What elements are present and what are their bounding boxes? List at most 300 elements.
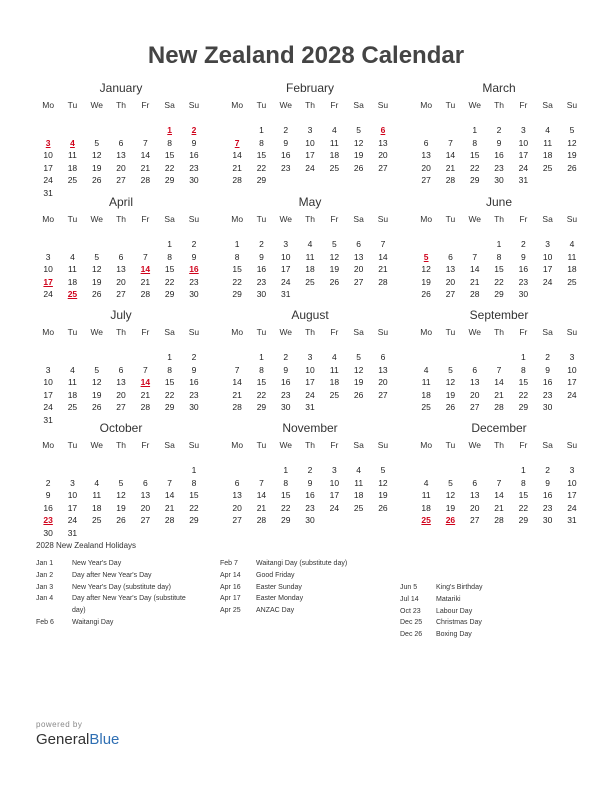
day-cell: 7 bbox=[142, 137, 148, 148]
day-cell: 19 bbox=[378, 490, 388, 500]
spacer bbox=[182, 452, 206, 465]
day-cell: 18 bbox=[67, 276, 78, 287]
day-cell: 4 bbox=[331, 352, 337, 362]
spacer bbox=[414, 452, 438, 465]
day-cell: 2 bbox=[191, 239, 197, 249]
day-cell: 1 bbox=[167, 352, 172, 362]
weekday-header: Mo bbox=[420, 100, 433, 110]
spacer bbox=[438, 339, 462, 352]
day-cell: 28 bbox=[140, 289, 151, 299]
day-cell: 8 bbox=[496, 251, 502, 262]
weekday-header: Fr bbox=[330, 214, 339, 224]
month-name: January bbox=[99, 81, 143, 95]
day-cell: 16 bbox=[542, 377, 553, 387]
weekday-header: We bbox=[468, 327, 482, 337]
holidays-section bbox=[36, 540, 596, 639]
day-cell: 21 bbox=[494, 502, 504, 513]
spacer bbox=[249, 226, 273, 239]
day-cell: 19 bbox=[421, 276, 431, 287]
day-cell: 31 bbox=[43, 414, 53, 425]
weekday-header: Su bbox=[566, 440, 578, 450]
day-cell: 24 bbox=[305, 162, 315, 173]
day-cell: 16 bbox=[542, 490, 553, 500]
day-cell: 30 bbox=[542, 402, 553, 412]
spacer bbox=[36, 226, 60, 239]
day-cell: 14 bbox=[232, 150, 242, 160]
day-cell: 19 bbox=[353, 150, 364, 160]
weekday-header: Th bbox=[305, 214, 315, 224]
spacer bbox=[298, 339, 322, 352]
day-cell: 5 bbox=[94, 251, 100, 262]
day-cell: 31 bbox=[67, 527, 78, 538]
empty-cell bbox=[60, 351, 84, 364]
day-cell: 20 bbox=[116, 389, 126, 400]
day-cell: 11 bbox=[543, 137, 553, 148]
month-day-grid bbox=[36, 439, 206, 539]
empty-cell bbox=[109, 464, 133, 477]
day-cell: 14 bbox=[494, 490, 504, 500]
holiday-day-cell: 26 bbox=[445, 515, 456, 525]
month-name: July bbox=[110, 308, 132, 322]
day-cell: 15 bbox=[494, 264, 504, 274]
day-cell: 21 bbox=[140, 162, 151, 173]
day-cell: 2 bbox=[191, 352, 197, 362]
holiday-row bbox=[400, 594, 565, 606]
day-cell: 9 bbox=[191, 364, 197, 375]
day-cell: 13 bbox=[116, 377, 126, 387]
day-cell: 18 bbox=[67, 389, 78, 400]
month-day-grid bbox=[225, 213, 395, 301]
day-cell: 26 bbox=[92, 175, 102, 185]
day-cell: 23 bbox=[189, 276, 199, 287]
empty-cell bbox=[157, 464, 181, 477]
weekday-header: Sa bbox=[353, 214, 364, 224]
day-cell: 1 bbox=[496, 239, 502, 249]
spacer bbox=[463, 452, 487, 465]
day-cell: 19 bbox=[353, 377, 364, 387]
weekday-header: Mo bbox=[420, 440, 433, 450]
day-cell: 10 bbox=[43, 264, 53, 274]
day-cell: 19 bbox=[92, 276, 102, 287]
holiday-name: King's Birthday bbox=[436, 584, 483, 591]
holiday-date: Dec 25 bbox=[400, 619, 423, 627]
month-8 bbox=[225, 307, 395, 414]
day-cell: 30 bbox=[305, 515, 315, 525]
empty-cell bbox=[60, 464, 84, 477]
spacer bbox=[535, 112, 559, 125]
month-name: August bbox=[291, 308, 329, 322]
weekday-header: Tu bbox=[445, 440, 456, 450]
day-cell: 29 bbox=[494, 289, 504, 299]
empty-cell bbox=[414, 351, 438, 364]
day-cell: 27 bbox=[470, 402, 480, 412]
spacer bbox=[36, 339, 60, 352]
day-cell: 14 bbox=[378, 251, 388, 262]
day-cell: 4 bbox=[423, 477, 429, 488]
day-cell: 16 bbox=[494, 150, 504, 160]
spacer bbox=[414, 339, 438, 352]
day-cell: 18 bbox=[329, 150, 340, 160]
day-cell: 1 bbox=[191, 465, 197, 475]
day-cell: 13 bbox=[116, 264, 126, 274]
day-cell: 2 bbox=[259, 239, 264, 249]
day-cell: 5 bbox=[94, 364, 100, 375]
holiday-row bbox=[36, 593, 201, 617]
day-cell: 27 bbox=[470, 515, 480, 525]
day-cell: 16 bbox=[189, 377, 199, 387]
weekday-header: Th bbox=[116, 440, 126, 450]
day-cell: 9 bbox=[191, 251, 197, 262]
spacer bbox=[371, 452, 395, 465]
day-cell: 26 bbox=[567, 162, 577, 173]
day-cell: 29 bbox=[164, 175, 175, 185]
holiday-date: Feb 7 bbox=[220, 560, 238, 567]
weekday-header: Su bbox=[566, 100, 578, 110]
holiday-name: Day after New Year's Day (substitute day) bbox=[72, 595, 186, 615]
weekday-header: Sa bbox=[353, 440, 364, 450]
empty-cell bbox=[225, 351, 249, 364]
day-cell: 27 bbox=[353, 276, 364, 287]
day-cell: 27 bbox=[116, 175, 126, 185]
day-cell: 12 bbox=[353, 137, 364, 148]
day-cell: 22 bbox=[256, 162, 267, 173]
day-cell: 18 bbox=[421, 502, 431, 513]
month-day-grid bbox=[36, 213, 206, 301]
weekday-header: Th bbox=[305, 100, 315, 110]
day-cell: 14 bbox=[232, 377, 242, 387]
day-cell: 22 bbox=[164, 276, 175, 287]
day-cell: 7 bbox=[259, 477, 264, 488]
day-cell: 13 bbox=[378, 364, 388, 375]
day-cell: 21 bbox=[494, 389, 504, 400]
empty-cell bbox=[487, 351, 511, 364]
holiday-row bbox=[220, 593, 385, 605]
day-cell: 19 bbox=[567, 150, 577, 160]
spacer bbox=[535, 339, 559, 352]
powered-by-text: powered by bbox=[36, 720, 83, 729]
spacer bbox=[157, 226, 181, 239]
month-day-grid bbox=[225, 326, 395, 414]
holiday-date: Apr 25 bbox=[220, 607, 241, 615]
day-cell: 25 bbox=[329, 162, 340, 173]
holiday-date: Jan 4 bbox=[36, 595, 54, 603]
holiday-date: Apr 17 bbox=[220, 595, 241, 603]
weekday-header: Sa bbox=[164, 214, 175, 224]
empty-cell bbox=[85, 464, 109, 477]
day-cell: 18 bbox=[92, 502, 102, 513]
day-cell: 10 bbox=[567, 364, 577, 375]
holiday-name: Waitangi Day (substitute day) bbox=[256, 560, 348, 567]
day-cell: 2 bbox=[545, 352, 550, 362]
spacer bbox=[60, 452, 84, 465]
spacer bbox=[85, 112, 109, 125]
page-title: New Zealand 2028 Calendar bbox=[147, 42, 465, 69]
month-day-grid bbox=[414, 213, 584, 301]
day-cell: 31 bbox=[43, 187, 53, 198]
empty-cell bbox=[438, 351, 462, 364]
day-cell: 17 bbox=[67, 502, 78, 513]
holiday-day-cell: 1 bbox=[167, 125, 172, 135]
day-cell: 10 bbox=[567, 477, 577, 488]
day-cell: 7 bbox=[380, 239, 386, 249]
spacer bbox=[560, 112, 584, 125]
day-cell: 16 bbox=[518, 264, 529, 274]
day-cell: 13 bbox=[140, 490, 151, 500]
month-name: September bbox=[469, 308, 529, 322]
day-cell: 7 bbox=[142, 251, 148, 262]
weekday-header: Sa bbox=[542, 214, 553, 224]
day-cell: 29 bbox=[256, 402, 267, 412]
day-cell: 17 bbox=[305, 150, 315, 160]
day-cell: 26 bbox=[353, 389, 364, 400]
holiday-name: Good Friday bbox=[256, 571, 295, 579]
day-cell: 5 bbox=[356, 125, 361, 135]
day-cell: 28 bbox=[378, 276, 388, 287]
day-cell: 6 bbox=[423, 137, 429, 148]
brand-blue: Blue bbox=[89, 731, 120, 748]
day-cell: 6 bbox=[472, 364, 478, 375]
day-cell: 4 bbox=[70, 251, 75, 262]
spacer bbox=[371, 339, 395, 352]
day-cell: 24 bbox=[281, 276, 291, 287]
day-cell: 30 bbox=[189, 402, 199, 412]
day-cell: 25 bbox=[92, 515, 102, 525]
weekday-header: Mo bbox=[42, 440, 55, 450]
spacer bbox=[463, 112, 487, 125]
day-cell: 19 bbox=[92, 389, 102, 400]
day-cell: 23 bbox=[256, 276, 267, 287]
weekday-header: Su bbox=[566, 214, 578, 224]
day-cell: 2 bbox=[307, 465, 313, 475]
spacer bbox=[36, 112, 60, 125]
day-cell: 14 bbox=[140, 150, 151, 160]
spacer bbox=[36, 452, 60, 465]
day-cell: 1 bbox=[259, 125, 264, 135]
day-cell: 20 bbox=[378, 150, 388, 160]
day-cell: 1 bbox=[259, 352, 264, 362]
day-cell: 30 bbox=[281, 402, 291, 412]
day-cell: 11 bbox=[354, 477, 364, 488]
day-cell: 13 bbox=[445, 264, 456, 274]
empty-cell bbox=[109, 124, 133, 137]
weekday-header: Tu bbox=[445, 214, 456, 224]
spacer bbox=[560, 226, 584, 239]
holiday-name: Easter Monday bbox=[256, 595, 304, 603]
weekday-header: Fr bbox=[519, 440, 528, 450]
day-cell: 17 bbox=[542, 264, 553, 274]
spacer bbox=[371, 226, 395, 239]
day-cell: 28 bbox=[494, 402, 504, 412]
day-cell: 12 bbox=[445, 377, 456, 387]
spacer bbox=[487, 112, 511, 125]
spacer bbox=[487, 452, 511, 465]
empty-cell bbox=[133, 124, 157, 137]
day-cell: 15 bbox=[164, 264, 175, 274]
day-cell: 3 bbox=[45, 251, 51, 262]
day-cell: 12 bbox=[445, 490, 456, 500]
day-cell: 13 bbox=[353, 251, 364, 262]
holiday-row bbox=[36, 582, 201, 594]
day-cell: 11 bbox=[92, 490, 102, 500]
weekday-header: We bbox=[468, 440, 482, 450]
day-cell: 5 bbox=[380, 465, 386, 475]
spacer bbox=[346, 112, 370, 125]
day-cell: 10 bbox=[67, 490, 78, 500]
holiday-name: Waitangi Day bbox=[72, 618, 114, 626]
weekday-header: Su bbox=[377, 214, 389, 224]
day-cell: 7 bbox=[472, 251, 478, 262]
empty-cell bbox=[85, 351, 109, 364]
weekday-header: Fr bbox=[519, 327, 528, 337]
brand-general: General bbox=[36, 731, 90, 748]
day-cell: 15 bbox=[256, 150, 267, 160]
day-cell: 22 bbox=[164, 162, 175, 173]
day-cell: 25 bbox=[305, 276, 315, 287]
day-cell: 16 bbox=[305, 490, 315, 500]
day-cell: 9 bbox=[520, 251, 526, 262]
day-cell: 16 bbox=[256, 264, 267, 274]
day-cell: 9 bbox=[45, 490, 51, 500]
day-cell: 9 bbox=[307, 477, 313, 488]
weekday-header: Fr bbox=[519, 100, 528, 110]
day-cell: 20 bbox=[470, 502, 480, 513]
spacer bbox=[274, 339, 298, 352]
day-cell: 17 bbox=[43, 162, 53, 173]
day-cell: 21 bbox=[140, 276, 151, 287]
day-cell: 12 bbox=[567, 137, 577, 148]
day-cell: 17 bbox=[281, 264, 291, 274]
day-cell: 19 bbox=[445, 502, 456, 513]
weekday-header: Fr bbox=[330, 327, 339, 337]
spacer bbox=[85, 339, 109, 352]
weekday-header: We bbox=[468, 100, 482, 110]
day-cell: 4 bbox=[331, 125, 337, 135]
empty-cell bbox=[438, 238, 462, 251]
weekday-header: Tu bbox=[67, 214, 78, 224]
holiday-row bbox=[220, 558, 385, 570]
spacer bbox=[182, 112, 206, 125]
month-day-grid bbox=[225, 99, 395, 187]
day-cell: 1 bbox=[167, 239, 172, 249]
spacer bbox=[85, 226, 109, 239]
spacer bbox=[249, 452, 273, 465]
weekday-header: We bbox=[279, 214, 293, 224]
day-cell: 12 bbox=[116, 490, 126, 500]
day-cell: 20 bbox=[445, 276, 456, 287]
weekday-header: Su bbox=[566, 327, 578, 337]
weekday-header: Fr bbox=[141, 214, 150, 224]
day-cell: 1 bbox=[234, 239, 240, 249]
holiday-name: New Year's Day (substitute day) bbox=[72, 583, 171, 591]
month-7 bbox=[36, 307, 206, 426]
weekday-header: Mo bbox=[42, 214, 55, 224]
day-cell: 5 bbox=[94, 137, 100, 148]
empty-cell bbox=[36, 464, 60, 477]
weekday-header: We bbox=[279, 100, 293, 110]
holiday-date: Apr 16 bbox=[220, 583, 241, 591]
day-cell: 31 bbox=[281, 289, 291, 299]
empty-cell bbox=[414, 464, 438, 477]
day-cell: 10 bbox=[542, 251, 553, 262]
day-cell: 6 bbox=[234, 477, 240, 488]
holiday-day-cell: 2 bbox=[191, 125, 197, 135]
spacer bbox=[487, 339, 511, 352]
day-cell: 4 bbox=[356, 465, 361, 475]
day-cell: 24 bbox=[567, 389, 577, 400]
spacer bbox=[438, 226, 462, 239]
day-cell: 29 bbox=[256, 175, 267, 185]
weekday-header: Tu bbox=[67, 327, 78, 337]
spacer bbox=[182, 339, 206, 352]
holiday-date: Jun 5 bbox=[400, 584, 418, 591]
brand-logo[interactable] bbox=[36, 731, 119, 748]
holiday-date: Jan 1 bbox=[36, 560, 54, 567]
day-cell: 10 bbox=[305, 364, 315, 375]
day-cell: 1 bbox=[472, 125, 478, 135]
empty-cell bbox=[414, 238, 438, 251]
day-cell: 3 bbox=[70, 477, 75, 488]
day-cell: 17 bbox=[305, 377, 315, 387]
weekday-header: Su bbox=[377, 100, 389, 110]
day-cell: 2 bbox=[283, 352, 289, 362]
day-cell: 17 bbox=[567, 377, 577, 387]
day-cell: 25 bbox=[67, 175, 78, 185]
spacer bbox=[157, 112, 181, 125]
empty-cell bbox=[414, 124, 438, 137]
spacer bbox=[511, 112, 535, 125]
holiday-name: Christmas Day bbox=[436, 619, 482, 627]
day-cell: 9 bbox=[545, 477, 550, 488]
day-cell: 11 bbox=[421, 490, 431, 500]
spacer bbox=[157, 452, 181, 465]
spacer bbox=[249, 112, 273, 125]
day-cell: 30 bbox=[542, 515, 553, 525]
day-cell: 17 bbox=[567, 490, 577, 500]
empty-cell bbox=[438, 124, 462, 137]
empty-cell bbox=[487, 464, 511, 477]
day-cell: 15 bbox=[164, 377, 175, 387]
weekday-header: Sa bbox=[542, 440, 553, 450]
spacer bbox=[438, 112, 462, 125]
day-cell: 11 bbox=[567, 251, 577, 262]
month-name: June bbox=[485, 195, 513, 209]
day-cell: 20 bbox=[421, 162, 431, 173]
day-cell: 29 bbox=[164, 289, 175, 299]
empty-cell bbox=[60, 124, 84, 137]
holiday-row bbox=[220, 605, 385, 617]
weekday-header: Tu bbox=[67, 440, 78, 450]
day-cell: 15 bbox=[164, 150, 175, 160]
day-cell: 12 bbox=[92, 150, 102, 160]
holiday-row bbox=[220, 570, 385, 582]
weekday-header: Th bbox=[305, 327, 315, 337]
day-cell: 9 bbox=[259, 251, 264, 262]
spacer bbox=[298, 452, 322, 465]
empty-cell bbox=[85, 124, 109, 137]
day-cell: 29 bbox=[281, 515, 291, 525]
weekday-header: Tu bbox=[256, 214, 267, 224]
day-cell: 23 bbox=[305, 502, 315, 513]
day-cell: 12 bbox=[329, 251, 340, 262]
day-cell: 12 bbox=[421, 264, 431, 274]
holiday-name: New Year's Day bbox=[72, 560, 122, 567]
weekday-header: Th bbox=[494, 327, 504, 337]
spacer bbox=[225, 112, 249, 125]
day-cell: 16 bbox=[281, 150, 291, 160]
day-cell: 8 bbox=[283, 477, 289, 488]
day-cell: 6 bbox=[142, 477, 148, 488]
day-cell: 12 bbox=[353, 364, 364, 375]
